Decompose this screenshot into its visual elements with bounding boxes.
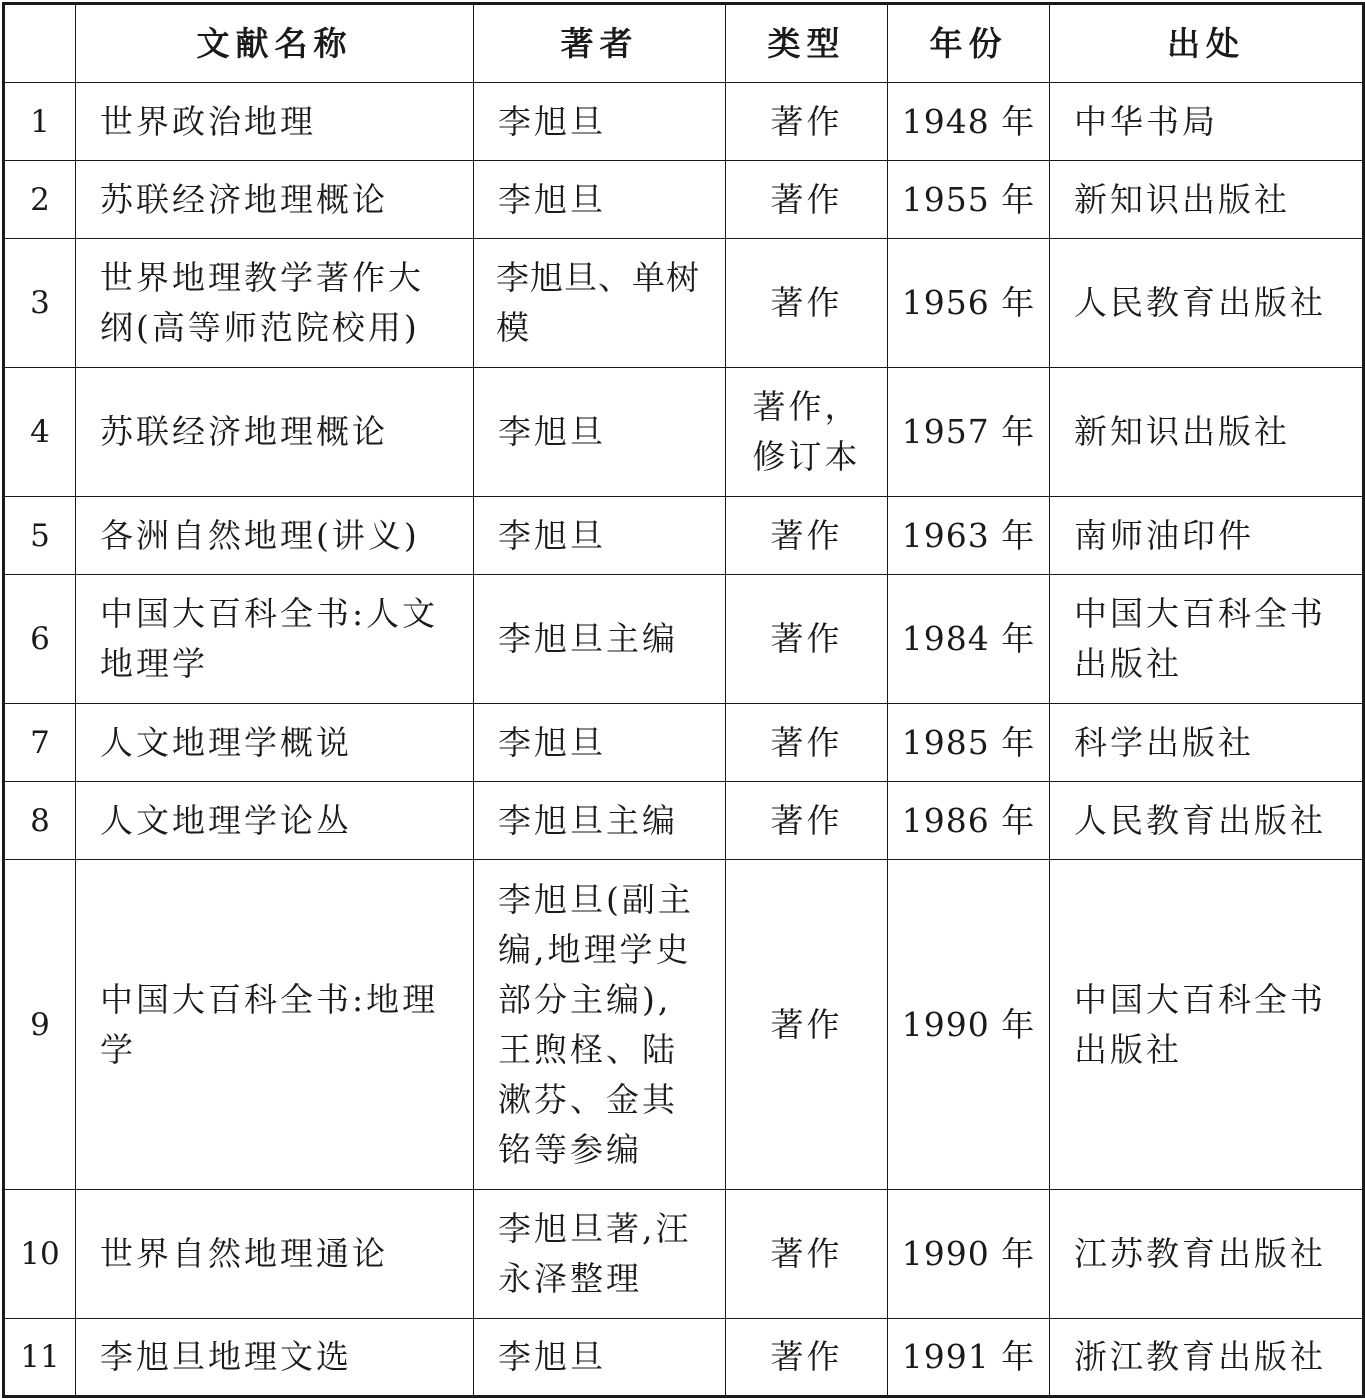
row-source: 人民教育出版社 [1050, 782, 1364, 860]
row-author: 李旭旦、单树模 [474, 239, 726, 368]
row-type: 著作 [726, 239, 888, 368]
row-author: 李旭旦 [474, 704, 726, 782]
row-title: 世界自然地理通论 [76, 1190, 474, 1319]
row-number: 11 [4, 1319, 76, 1397]
row-number: 9 [4, 860, 76, 1190]
row-source: 南师油印件 [1050, 497, 1364, 575]
row-number: 10 [4, 1190, 76, 1319]
row-year: 1990 年 [888, 1190, 1050, 1319]
table-row [4, 239, 1364, 368]
row-year: 1963 年 [888, 497, 1050, 575]
row-type: 著作 [726, 83, 888, 161]
row-year: 1956 年 [888, 239, 1050, 368]
header-year: 年份 [888, 4, 1050, 83]
row-title: 人文地理学论丛 [76, 782, 474, 860]
row-title: 苏联经济地理概论 [76, 368, 474, 497]
table-row [4, 575, 1364, 704]
row-type: 著作，修订本 [726, 368, 888, 497]
row-number: 7 [4, 704, 76, 782]
row-source: 新知识出版社 [1050, 368, 1364, 497]
table-row [4, 161, 1364, 239]
header-index [4, 4, 76, 83]
table-row [4, 368, 1364, 497]
row-type: 著作 [726, 704, 888, 782]
row-source: 中国大百科全书出版社 [1050, 575, 1364, 704]
row-title: 各洲自然地理(讲义) [76, 497, 474, 575]
table-row [4, 1319, 1364, 1397]
row-type: 著作 [726, 1319, 888, 1397]
row-author: 李旭旦 [474, 497, 726, 575]
row-title: 中国大百科全书:人文地理学 [76, 575, 474, 704]
row-source: 科学出版社 [1050, 704, 1364, 782]
row-year: 1948 年 [888, 83, 1050, 161]
row-type: 著作 [726, 860, 888, 1190]
table-header-row [4, 4, 1364, 83]
row-type: 著作 [726, 1190, 888, 1319]
row-number: 1 [4, 83, 76, 161]
row-author: 李旭旦 [474, 83, 726, 161]
header-type: 类型 [726, 4, 888, 83]
row-number: 4 [4, 368, 76, 497]
row-source: 新知识出版社 [1050, 161, 1364, 239]
row-number: 5 [4, 497, 76, 575]
row-author: 李旭旦(副主编,地理学史部分主编),王煦柽、陆漱芬、金其铭等参编 [474, 860, 726, 1190]
row-type: 著作 [726, 782, 888, 860]
row-source: 人民教育出版社 [1050, 239, 1364, 368]
row-number: 6 [4, 575, 76, 704]
row-year: 1955 年 [888, 161, 1050, 239]
row-title: 李旭旦地理文选 [76, 1319, 474, 1397]
row-year: 1957 年 [888, 368, 1050, 497]
row-source: 中国大百科全书出版社 [1050, 860, 1364, 1190]
row-source: 江苏教育出版社 [1050, 1190, 1364, 1319]
table-row [4, 497, 1364, 575]
row-year: 1985 年 [888, 704, 1050, 782]
literature-table-container [2, 2, 1362, 1397]
table-row [4, 782, 1364, 860]
header-source: 出处 [1050, 4, 1364, 83]
row-title: 中国大百科全书:地理学 [76, 860, 474, 1190]
row-year: 1991 年 [888, 1319, 1050, 1397]
row-type: 著作 [726, 497, 888, 575]
row-number: 3 [4, 239, 76, 368]
row-number: 8 [4, 782, 76, 860]
row-source: 中华书局 [1050, 83, 1364, 161]
table-row [4, 860, 1364, 1190]
row-title: 人文地理学概说 [76, 704, 474, 782]
row-title: 苏联经济地理概论 [76, 161, 474, 239]
table-row [4, 704, 1364, 782]
row-year: 1990 年 [888, 860, 1050, 1190]
table-row [4, 1190, 1364, 1319]
table-row [4, 83, 1364, 161]
row-year: 1986 年 [888, 782, 1050, 860]
row-title: 世界地理教学著作大纲(高等师范院校用) [76, 239, 474, 368]
row-author: 李旭旦 [474, 1319, 726, 1397]
row-year: 1984 年 [888, 575, 1050, 704]
row-author: 李旭旦主编 [474, 575, 726, 704]
row-author: 李旭旦 [474, 368, 726, 497]
row-number: 2 [4, 161, 76, 239]
row-author: 李旭旦 [474, 161, 726, 239]
literature-table [2, 2, 1365, 1398]
header-author: 著者 [474, 4, 726, 83]
row-author: 李旭旦主编 [474, 782, 726, 860]
row-author: 李旭旦著,汪永泽整理 [474, 1190, 726, 1319]
row-type: 著作 [726, 575, 888, 704]
row-type: 著作 [726, 161, 888, 239]
row-title: 世界政治地理 [76, 83, 474, 161]
row-source: 浙江教育出版社 [1050, 1319, 1364, 1397]
header-title: 文献名称 [76, 4, 474, 83]
